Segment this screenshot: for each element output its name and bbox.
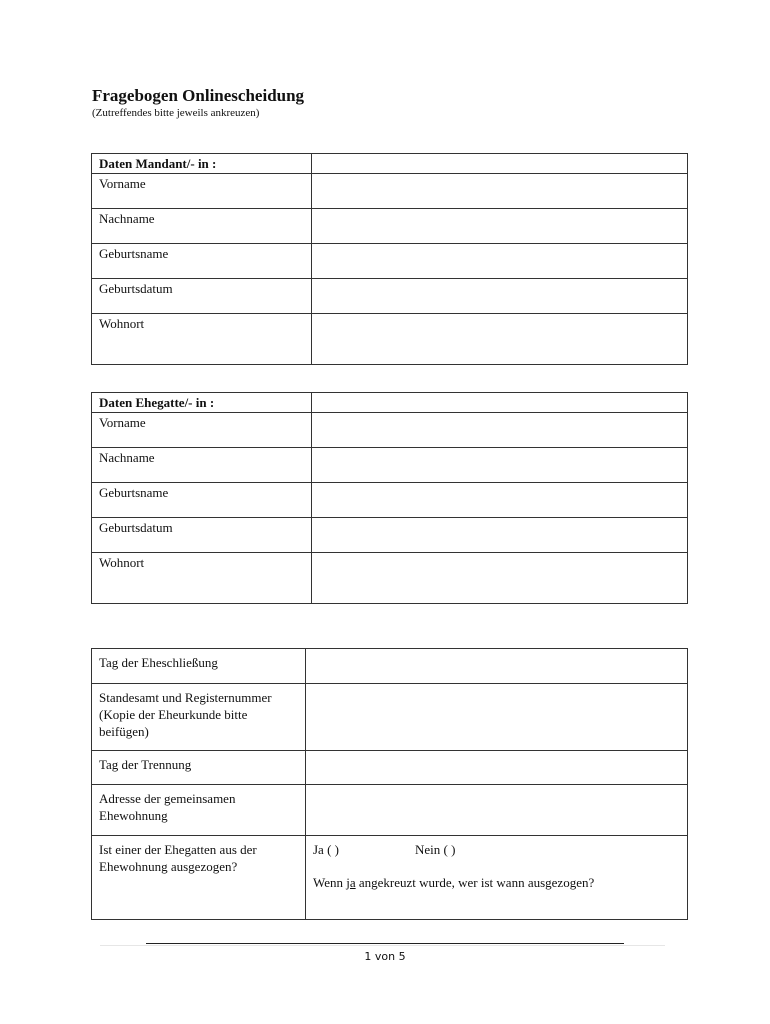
wenn-suffix: angekreuzt wurde, wer ist wann ausgezogen?	[355, 875, 595, 890]
mandant-input-geburtsname[interactable]	[312, 244, 688, 279]
mandant-input-wohnort[interactable]	[312, 314, 688, 365]
mandant-label-wohnort: Wohnort	[92, 314, 312, 365]
ja-nein-options	[313, 841, 680, 858]
mandant-label-vorname: Vorname	[92, 174, 312, 209]
wenn-ja-word: ja	[346, 875, 356, 890]
input-tag-trennung[interactable]	[306, 751, 688, 785]
ehegatte-input-geburtsname[interactable]	[312, 483, 688, 518]
input-tag-eheschliessung[interactable]	[306, 649, 688, 684]
document-title: Fragebogen Onlinescheidung	[92, 86, 305, 105]
page-number: 1 von 5	[364, 950, 406, 963]
mandant-label-geburtsname: Geburtsname	[92, 244, 312, 279]
ehegatte-label-geburtsdatum: Geburtsdatum	[92, 518, 312, 553]
ehegatte-input-wohnort[interactable]	[312, 553, 688, 604]
mandant-input-nachname[interactable]	[312, 209, 688, 244]
ehegatte-label-vorname: Vorname	[92, 413, 312, 448]
mandant-input-geburtsdatum[interactable]	[312, 279, 688, 314]
mandant-label-nachname: Nachname	[92, 209, 312, 244]
input-standesamt[interactable]	[306, 684, 688, 751]
mandant-label-geburtsdatum: Geburtsdatum	[92, 279, 312, 314]
answer-ausgezogen	[306, 836, 688, 920]
wenn-prefix: Wenn	[313, 875, 347, 890]
label-tag-eheschliessung: Tag der Eheschließung	[92, 649, 306, 684]
wenn-ja-question[interactable]	[313, 874, 680, 891]
ehegatte-label-geburtsname: Geburtsname	[92, 483, 312, 518]
document-subtitle: (Zutreffendes bitte jeweils ankreuzen)	[92, 107, 260, 119]
ja-checkbox[interactable]: Ja ( )	[313, 842, 339, 857]
mandant-header: Daten Mandant/- in :	[92, 154, 312, 174]
label-standesamt: Standesamt und Registernummer (Kopie der Eheurkunde bitte beifügen)	[92, 684, 306, 751]
mandant-table	[91, 153, 688, 365]
ehegatte-input-nachname[interactable]	[312, 448, 688, 483]
label-adresse-ehewohnung: Adresse der gemeinsamen Ehewohnung	[92, 785, 306, 836]
ehegatte-input-vorname[interactable]	[312, 413, 688, 448]
ehegatte-header: Daten Ehegatte/- in :	[92, 393, 312, 413]
label-tag-trennung: Tag der Trennung	[92, 751, 306, 785]
footer-faint-line	[100, 945, 665, 946]
mandant-header-blank	[312, 154, 688, 174]
mandant-input-vorname[interactable]	[312, 174, 688, 209]
ehegatte-table	[91, 392, 688, 604]
ehe-table	[91, 648, 688, 920]
label-ausgezogen: Ist einer der Ehegatten aus der Ehewohnung ausgezogen?	[92, 836, 306, 920]
ehegatte-header-blank	[312, 393, 688, 413]
ehegatte-label-wohnort: Wohnort	[92, 553, 312, 604]
ehegatte-label-nachname: Nachname	[92, 448, 312, 483]
ehegatte-input-geburtsdatum[interactable]	[312, 518, 688, 553]
nein-checkbox[interactable]: Nein ( )	[415, 842, 456, 857]
footer-divider	[146, 943, 624, 944]
input-adresse-ehewohnung[interactable]	[306, 785, 688, 836]
